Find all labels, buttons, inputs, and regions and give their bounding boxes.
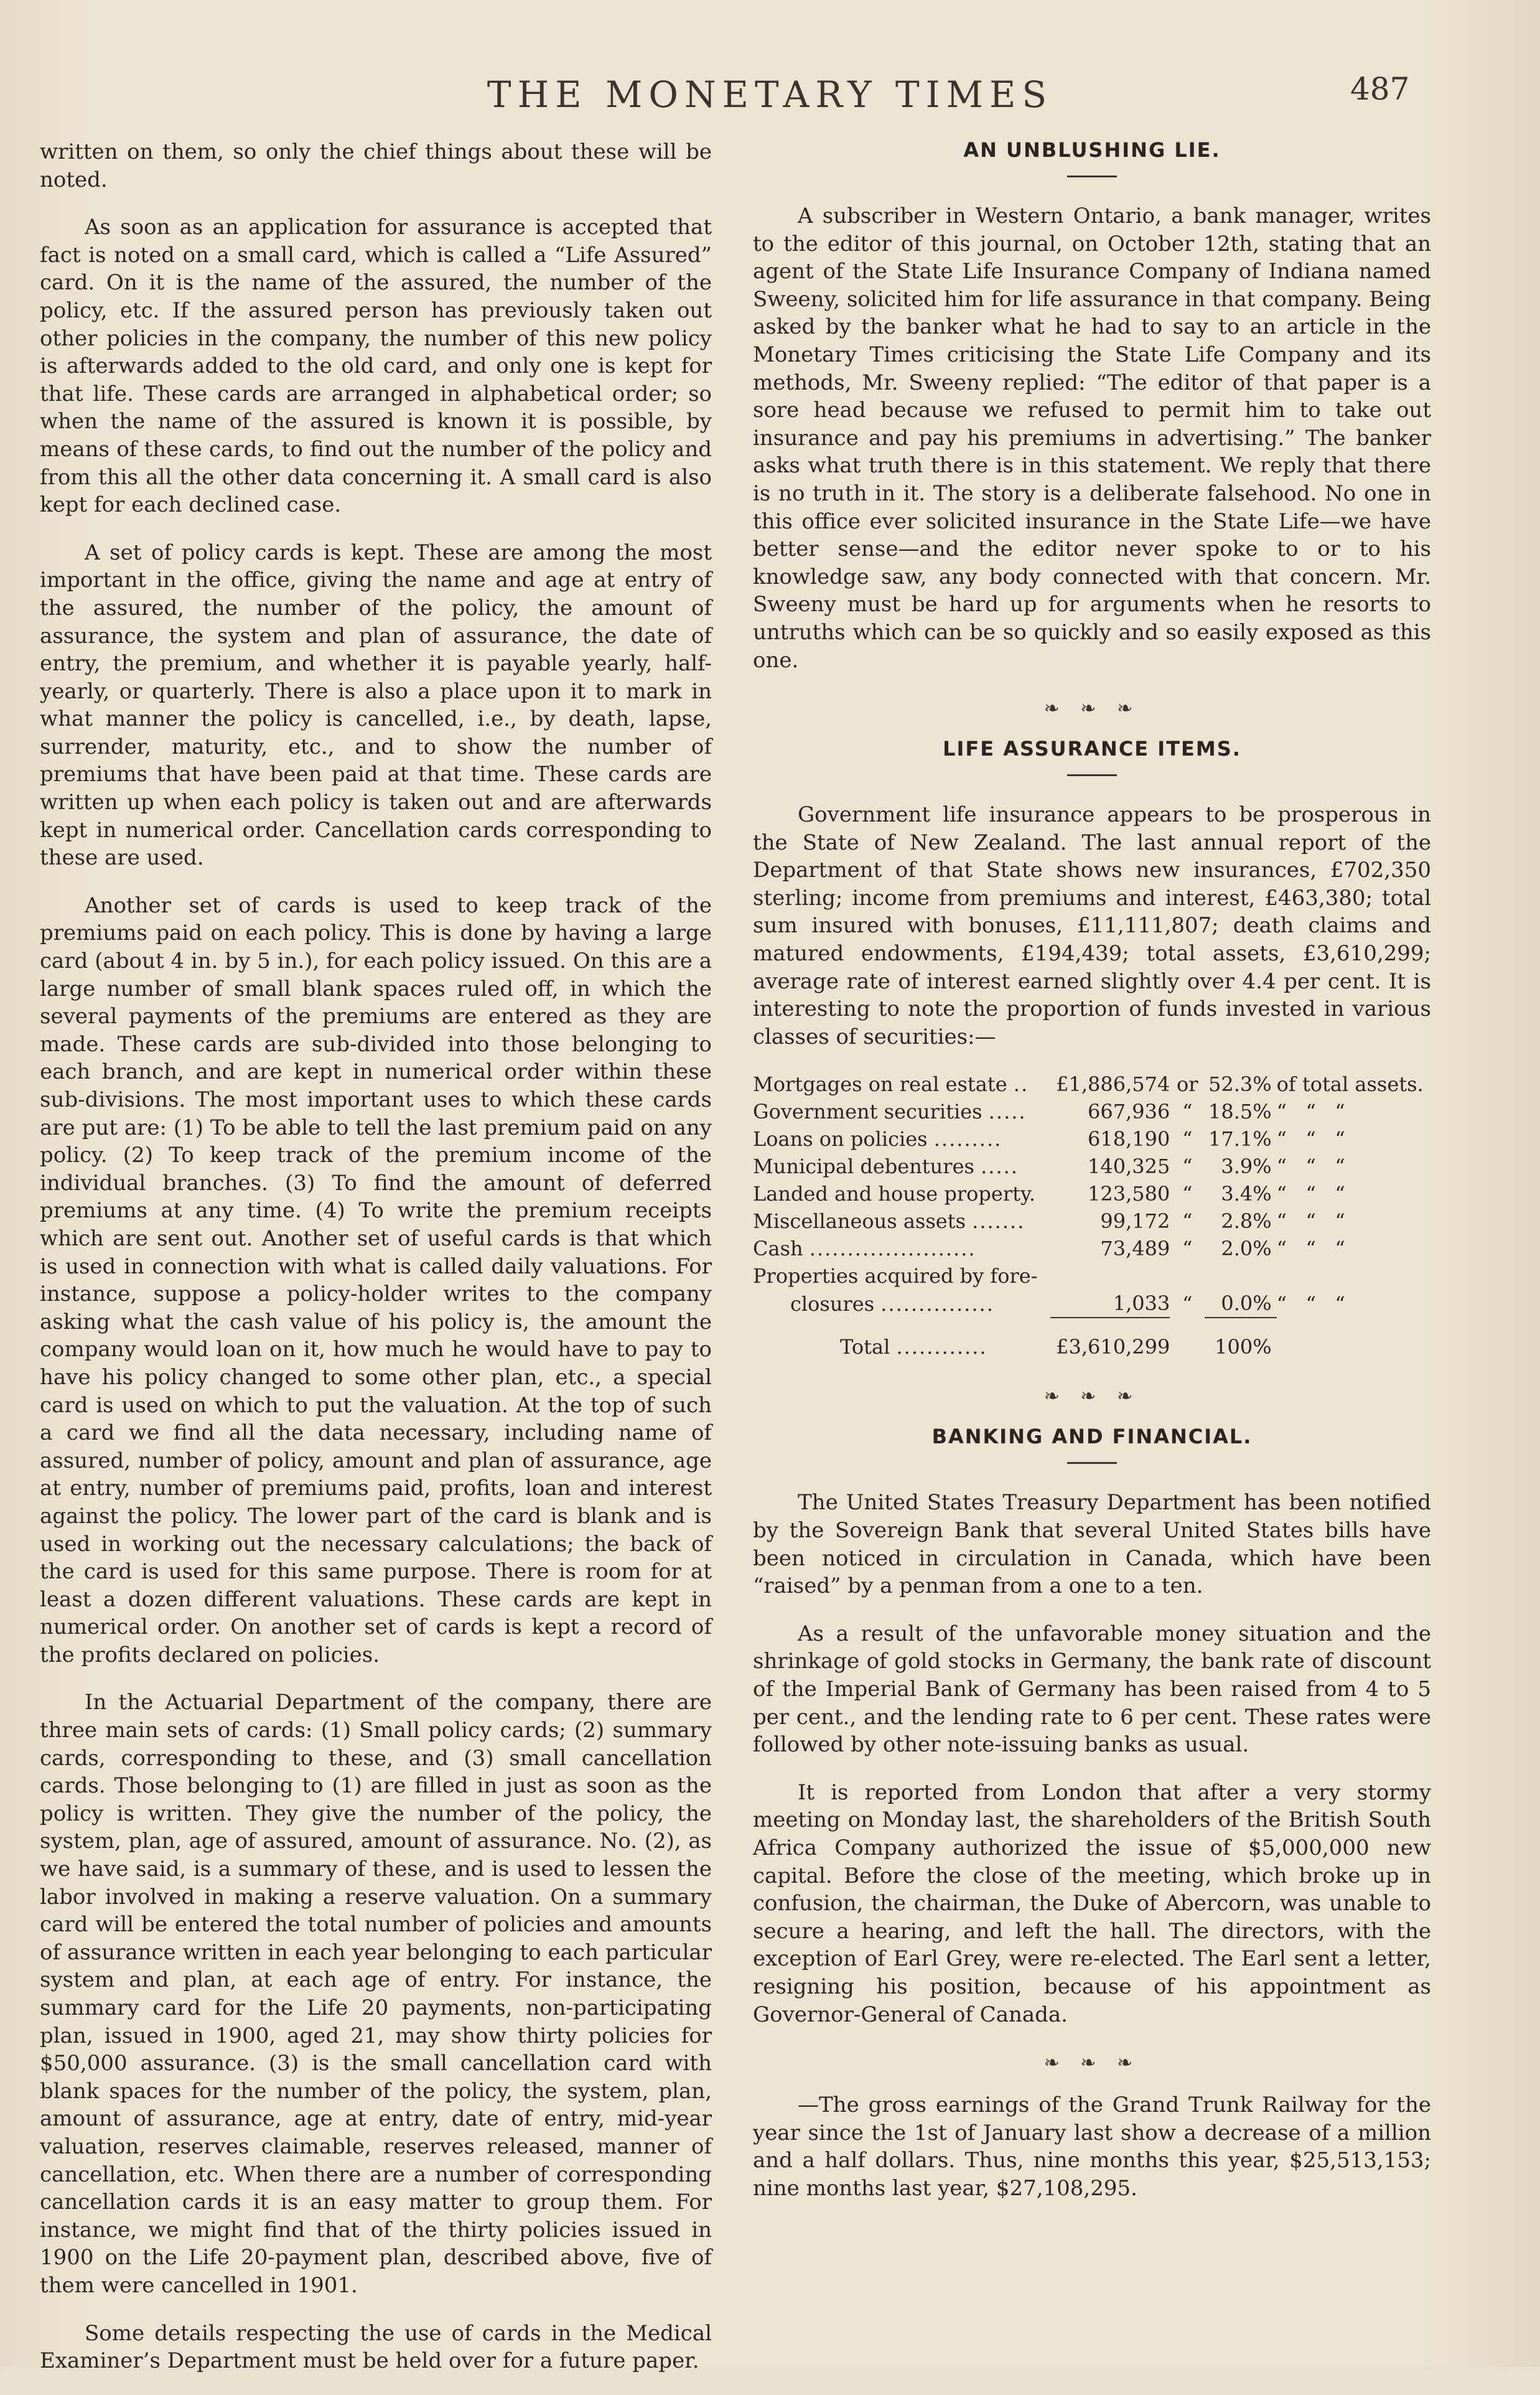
article-paragraph: As soon as an application for assurance is accepted that fact is noted on a small card, which is called a “Life Assured” card. On it is the name of the assured, the number of the policy, etc. If the assured person has previously taken out other policies in the company, the number of this new policy is afterwards added to the old card, and only one is kept for that life. These cards are arranged in alphabetical order; so when the name of the assured is known it is possible, by means of these cards, to find out the number of the policy and from this all the other data concerning it. A small card is also kept for each declined case. — [40, 215, 712, 518]
table-row: Landed and house property. 123,580 “ 3.4% “ “ “ — [753, 1182, 1345, 1206]
table-row: closures ............... 1,033 “ 0.0% “ “ “ — [790, 1291, 1345, 1316]
closing-paragraph: —The gross earnings of the Grand Trunk Railway for the year since the 1st of January last show a decrease of a million and a half dollars. Thus, nine months this year, $25,513,153; nine months last year, $27,108,295. — [753, 2093, 1431, 2201]
table-row: Government securities ..... 667,936 “ 18.5% “ “ “ — [753, 1100, 1345, 1124]
heading-rule — [1067, 1462, 1117, 1464]
table-row: Mortgages on real estate .. £1,886,574 or 52.3% of total assets. — [753, 1072, 1424, 1097]
section-heading-unblushing-lie: AN UNBLUSHING LIE. — [963, 138, 1221, 162]
section-heading-life-assurance: LIFE ASSURANCE ITEMS. — [943, 737, 1241, 761]
table-row: Miscellaneous assets ....... 99,172 “ 2.8% “ “ “ — [753, 1209, 1345, 1234]
section-ornament: ❧ ❧ ❧ — [1043, 698, 1141, 720]
table-row: Loans on policies ......... 618,190 “ 17.1% “ “ “ — [753, 1127, 1345, 1151]
article-paragraph: In the Actuarial Department of the company, there are three main sets of cards: (1) Small policy cards; (2) summary cards, corresponding to these, and (3) small cancellation cards. Those belonging to (1) are filled in just as soon as the policy is written. They give the number of the policy, the system, plan, age of assured, amount of assurance. No. (2), as we have said, is a summary of these, and is used to lessen the labor involved in making a reserve valuation. On a summary card will be entered the total number of policies and amounts of assurance written in each year belonging to each particular system and plan, at each age of entry. For instance, the summary card for the Life 20 payments, non-participating plan, issued in 1900, aged 21, may show thirty policies for $50,000 assurance. (3) is the small cancellation card with blank spaces for the number of the policy, the system, plan, amount of assurance, age at entry, date of entry, mid-year valuation, reserves claimable, reserves released, manner of cancellation, etc. When there are a number of corresponding cancellation cards it is an easy matter to group them. For instance, we might find that of the thirty policies issued in 1900 on the Life 20-payment plan, described above, five of them were cancelled in 1901. — [40, 1690, 712, 2298]
table-row: Municipal debentures ..... 140,325 “ 3.9% “ “ “ — [753, 1155, 1345, 1179]
article-paragraph: A subscriber in Western Ontario, a bank manager, writes to the editor of this journal, on October 12th, stating that an agent of the State Life Insurance Company of Indiana named Sweeny, solicited him for life assurance in that company. Being asked by the banker what he had to say to an article in the Monetary Times criticising the State Life Company and its methods, Mr. Sweeny replied: “The editor of that paper is a sore head because we refused to permit him to take out insurance and pay his premiums in advertising.” The banker asks what truth there is in this statement. We reply that there is no truth in it. The story is a deliberate falsehood. No one in this office ever solicited insurance in the State Life—we have better sense—and the editor never spoke to or to his knowledge saw, any body connected with that concern. Mr. Sweeny must be hard up for arguments when he resorts to untruths which can be so quickly and so easily exposed as this one. — [753, 204, 1431, 673]
article-paragraph: As a result of the unfavorable money situation and the shrinkage of gold stocks in Germany, the bank rate of discount of the Imperial Bank of Germany has been raised from 4 to 5 per cent., and the lending rate to 6 per cent. These rates were followed by other note-issuing banks as usual. — [753, 1621, 1431, 1758]
masthead: THE MONETARY TIMES — [487, 73, 1053, 116]
left-column — [40, 138, 712, 2395]
page-number: 487 — [1350, 71, 1410, 107]
article-paragraph: It is reported from London that after a very stormy meeting on Monday last, the shareholders of the British South Africa Company authorized the issue of $5,000,000 new capital. Before the close of the meeting, which broke up in confusion, the chairman, the Duke of Abercorn, was unable to secure a hearing, and left the hall. The directors, with the exception of Earl Grey, were re-elected. The Earl sent a letter, resigning his position, because of his appointment as Governor-General of Canada. — [753, 1779, 1431, 2027]
article-paragraph: The United States Treasury Department has been notified by the Sovereign Bank that several United States bills have been noticed in circulation in Canada, which have been “raised” by a penman from a one to a ten. — [753, 1490, 1431, 1599]
section-ornament: ❧ ❧ ❧ — [1043, 2052, 1141, 2074]
section-ornament: ❧ ❧ ❧ — [1043, 1385, 1141, 1408]
section-heading-banking: BANKING AND FINANCIAL. — [931, 1425, 1253, 1449]
article-paragraph: Some details respecting the use of cards in the Medical Examiner’s Department must be held over for a future paper. — [40, 2320, 712, 2374]
heading-rule — [1067, 176, 1117, 177]
table-total-row: Total ............ £3,610,299 100% — [753, 1318, 1431, 1361]
article-paragraph: Another set of cards is used to keep track of the premiums paid on each policy. This is done by having a large card (about 4 in. by 5 in.), for each policy issued. On this are a large number of small blank spaces ruled off, in which the several payments of the premiums are entered as they are made. These cards are sub-divided into those belonging to each branch, and are kept in numerical order within these sub-divisions. The most important uses to which these cards are put are: (1) To be able to tell the last premium paid on any policy. (2) To keep track of the premium income of the individual branches. (3) To find the amount of deferred premiums at any time. (4) To write the premium receipts which are sent out. Another set of useful cards is that which is used in connection with what is called daily valuations. For instance, suppose a policy-holder writes to the company asking what the cash value of his policy is, the amount the company would loan on it, how much he would have to pay to have his policy changed to some other plan, etc., a special card is used on which to put the valuation. At the top of such a card we find all the data necessary, including name of assured, number of policy, amount and plan of assurance, age at entry, number of premiums paid, profits, loan and interest against the policy. The lower part of the card is blank and is used in working out the necessary calculations; the back of the card is used for this same purpose. There is room for at least a dozen different valuations. These cards are kept in numerical order. On another set of cards is kept a record of the profits declared on policies. — [40, 893, 712, 1667]
article-paragraph: Government life insurance appears to be prosperous in the State of New Zealand. The last annual report of the Department of that State shows new insurances, £702,350 sterling; income from premiums and interest, £463,380; total sum insured with bonuses, £11,111,807; death claims and matured endowments, £194,439; total assets, £3,610,299; average rate of interest earned slightly over 4.4 per cent. It is interesting to note the proportion of funds invested in various classes of securities:— — [753, 802, 1431, 1049]
article-paragraph: A set of policy cards is kept. These are among the most important in the office, giving the name and age at entry of the assured, the number of the policy, the amount of assurance, the system and plan of assurance, the date of entry, the premium, and whether it is payable yearly, half-yearly, or quarterly. There is also a place upon it to mark in what manner the policy is cancelled, i.e., by death, lapse, surrender, maturity, etc., and to show the number of premiums that have been paid at that time. These cards are written up when each policy is taken out and are afterwards kept in numerical order. Cancellation cards corresponding to these are used. — [40, 540, 712, 871]
article-paragraph: written on them, so only the chief things about these will be noted. — [40, 139, 712, 192]
table-row: Cash ...................... 73,489 “ 2.0% “ “ “ — [753, 1237, 1345, 1261]
securities-table — [753, 1071, 1431, 1361]
right-column — [753, 138, 1431, 2223]
table-row: Properties acquired by fore- — [753, 1264, 1038, 1288]
heading-rule — [1067, 774, 1117, 776]
